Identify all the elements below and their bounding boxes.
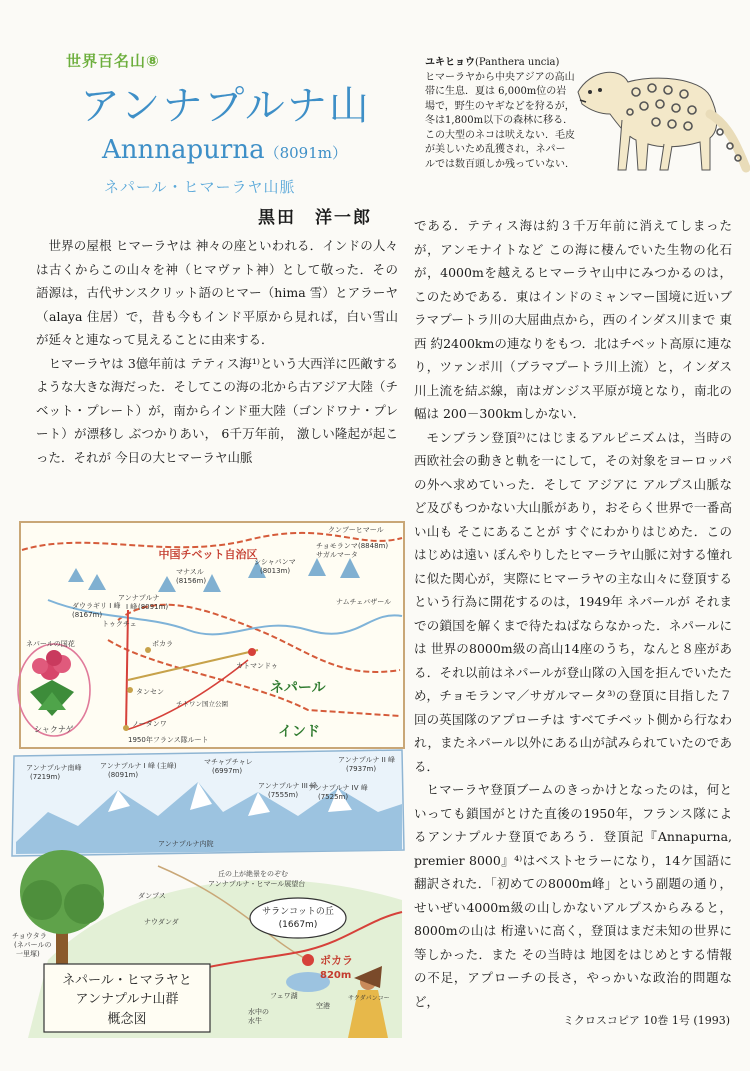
peak-label: アンナプルナ xyxy=(118,594,160,602)
series-label: 世界百名山⑧ xyxy=(66,52,160,70)
flower-label: シャクナゲ xyxy=(34,725,74,734)
peak-label: クンブーヒマール xyxy=(328,526,384,534)
viewpoint-note: アンナプルナ・ヒマール展望台 xyxy=(208,880,306,888)
place-label: チトワン国立公園 xyxy=(176,700,228,708)
place-label: トゥクチェ xyxy=(102,620,137,628)
paragraph: 世界の屋根 ヒマーラヤは 神々の座といわれる．インドの人々は古くからこの山々を神（ヒマヴァト神）として敬った．その語源は，古代サンスクリット語のヒマー（hima 雪）とアラーヤ（alaya 住居）で，昔も今もインド平原から見れば，白い雪山が延々と連なって見えることに由来する． xyxy=(36,238,398,347)
buffalo-label: 水牛 xyxy=(248,1017,262,1025)
peak-label: (8167m) xyxy=(72,611,103,619)
subtitle-height: （8091m） xyxy=(264,144,347,162)
place-label: タンセン xyxy=(136,688,164,696)
panorama-caption: アンナプルナ内院 xyxy=(158,840,214,848)
peak-label: (8091m) xyxy=(138,603,169,611)
route-label: 1950年フランス隊ルート xyxy=(128,736,209,744)
panorama-peak-label: アンナプルナ I 峰 (主峰) xyxy=(100,762,177,770)
tree-label: (ネパールの xyxy=(14,941,52,949)
nepal-map-panel xyxy=(18,522,404,748)
subtitle xyxy=(102,135,347,165)
paragraph: ヒマーラヤは 3億年前は テティス海¹⁾という大西洋に匹敵するような大きな海だった．そしてこの海の北から古アジア大陸（チベット・プレート）が，南からインド亜大陸（ゴンドワナ・プレート）が漂移し ぶつかりあい， 6千万年前， 激しい隆起が起こった．それが 今日の大ヒマーラヤ山脈 xyxy=(36,355,399,465)
annapurna-concept-map xyxy=(8,520,408,1040)
panorama-peak-label: アンナプルナ IV 峰 xyxy=(308,784,368,792)
article-left-column xyxy=(36,234,398,469)
snow-leopard-illustration xyxy=(560,52,750,180)
place-label: 空港 xyxy=(316,1002,330,1010)
panorama-peak-label: (7555m) xyxy=(268,791,299,799)
place-label: カトマンドゥ xyxy=(236,662,278,670)
concept-title: 概念図 xyxy=(107,1012,147,1027)
paragraph: である．テティス海は約３千万年前に消えてしまったが，アンモナイトなど この海に棲んでいた生物の化石が，4000mを越えるヒマーラヤ山中にみつかるのは，このためである．東はインドのミャンマー国境に近いブラマプートラ川の大屈曲点から，西のインダス川まで 東西 約2400kmの連なりをもつ．北はチベット高原に連なり，ツァンポ川（ブラマプートラ川上流）と，インダス川上流を結ぶ線，南はガンジス平原が境となり，南北の幅は 200－300kmしかない． xyxy=(414,218,732,421)
place-label: ナウダンダ xyxy=(144,918,179,926)
panorama-peak-label: (7219m) xyxy=(30,773,61,781)
peak-label: (8013m) xyxy=(260,567,291,575)
panorama-peak-label: マチャプチャレ xyxy=(204,758,253,766)
country-label: インド xyxy=(278,724,320,740)
panorama-peak-label: (6997m) xyxy=(212,767,243,775)
leopard-caption-latin: (Panthera uncia) xyxy=(475,57,560,68)
region-label: ネパール・ヒマーラヤ山脈 xyxy=(104,178,296,196)
sarangkot-height: (1667m) xyxy=(278,920,318,930)
article-right-column xyxy=(414,214,732,1013)
panorama-peak-label: アンナプルナ III 峰 xyxy=(258,782,318,790)
leopard-caption xyxy=(425,56,575,172)
page-title: アンナプルナ山 xyxy=(80,83,371,129)
pokhara-concept-panel xyxy=(12,850,402,1038)
sarangkot-label: サランコットの丘 xyxy=(262,907,334,917)
tree-label: チョウタラ xyxy=(12,932,47,940)
peak-label: (8156m) xyxy=(176,577,207,585)
peak-label: ダウラギリ I 峰 xyxy=(72,602,121,610)
buffalo-label: 水中の xyxy=(248,1008,269,1016)
paragraph: ヒマーラヤ登頂ブームのきっかけとなったのは，何といっても鎖国がとけた直後の1950年，フランス隊によるアンナプルナ登頂であろう．登頂記『Annapurna, premier 8000』⁴⁾はベストセラーになり，14ケ国語に翻訳された．「初めての8000m峰」という副題の通り，せいぜい4000m級の山しかないアルプスからみると，8000mの山は 桁違いに高く，登頂はまだ未知の世界に等しかった．また その当時は 地図をはじめとする情報の不足，アプローチの長さ，やっかいな政治的問題など， xyxy=(414,782,732,1009)
concept-title: ネパール・ヒマラヤと xyxy=(62,973,192,988)
place-label: ポカラ xyxy=(152,640,173,648)
footer-citation: ミクロスコピア 10巻 1号 (1993) xyxy=(562,1014,730,1027)
place-label: ダンプス xyxy=(138,892,166,900)
concept-title: アンナプルナ山群 xyxy=(75,992,179,1007)
panorama-peak-label: (7525m) xyxy=(318,793,349,801)
author: 黒田 洋一郎 xyxy=(258,208,372,228)
pokhara-label: ポカラ xyxy=(320,954,353,967)
paragraph: モンブラン登頂²⁾にはじまるアルピニズムは，当時の西欧社会の動きと軌を一にして，その対象をヨーロッパの外へ求めていった．そして アジアに アルプス山脈など及びもつかない大山脈があり，おそらく世界で一番高い山も そこにあることが すぐにわかりはじめた．この はじめは遠い ぼんやりしたヒマーラヤ山脈に対する憧れに似た関心が，実際にヒマーラヤの主な山々に登頂するという行為に開花するのは，1949年 ネパールが それまでの鎖国を解くまで待たねばならなかった．ネパールには 世界の8000m級の高山14座のうち，なんと８座がある．それ以前はネパールが登山隊の入国を拒んでいたため，チョモランマ／サガルマータ³⁾の登頂に目指した７回の英国隊のアプローチは すべてチベット側から行なわれ，またネパール以外にある山が試みられていたのである． xyxy=(414,429,732,774)
place-label: ノータンワ xyxy=(132,720,167,728)
annapurna-panorama-panel xyxy=(12,750,404,856)
pokhara-height: 820m xyxy=(320,970,352,981)
peak-label: (8848m) xyxy=(358,542,389,550)
peak-label: マナスル xyxy=(176,568,204,576)
peak-label: サガルマータ xyxy=(316,551,358,559)
peak-label: チョモランマ xyxy=(316,542,358,550)
flower-label: ネパールの国花 xyxy=(26,640,75,648)
panorama-peak-label: (8091m) xyxy=(108,771,139,779)
leopard-caption-title: ユキヒョウ xyxy=(425,57,475,68)
peak-label: シシャパンマ xyxy=(254,558,296,566)
panorama-peak-label: アンナプルナ南峰 xyxy=(26,764,82,772)
place-label: フェワ湖 xyxy=(270,992,298,1000)
tree-label: 一里塚) xyxy=(16,950,40,958)
peak-label: I 峰 xyxy=(126,603,138,611)
panorama-peak-label: (7937m) xyxy=(346,765,377,773)
panorama-peak-label: アンナプルナ II 峰 xyxy=(338,756,396,764)
subtitle-latin: Annnapurna xyxy=(102,135,265,165)
place-label: サクダパンコー xyxy=(348,995,390,1002)
map-region-label: 中国チベット自治区 xyxy=(158,548,258,561)
place-label: ナムチェバザール xyxy=(336,598,392,606)
country-label: ネパール xyxy=(270,680,326,696)
viewpoint-note: 丘の上が絶景をのぞむ xyxy=(218,870,288,878)
leopard-caption-text: ヒマーラヤから中央アジアの高山帯に生息．夏は 6,000m位の岩場で，野生のヤギなどを狩るが，冬は1,800m以下の森林に移る．この大型のネコは吠えない．毛皮が美しいため乱獲され，ネパールでは数百頭しか残っていない． xyxy=(425,71,575,170)
